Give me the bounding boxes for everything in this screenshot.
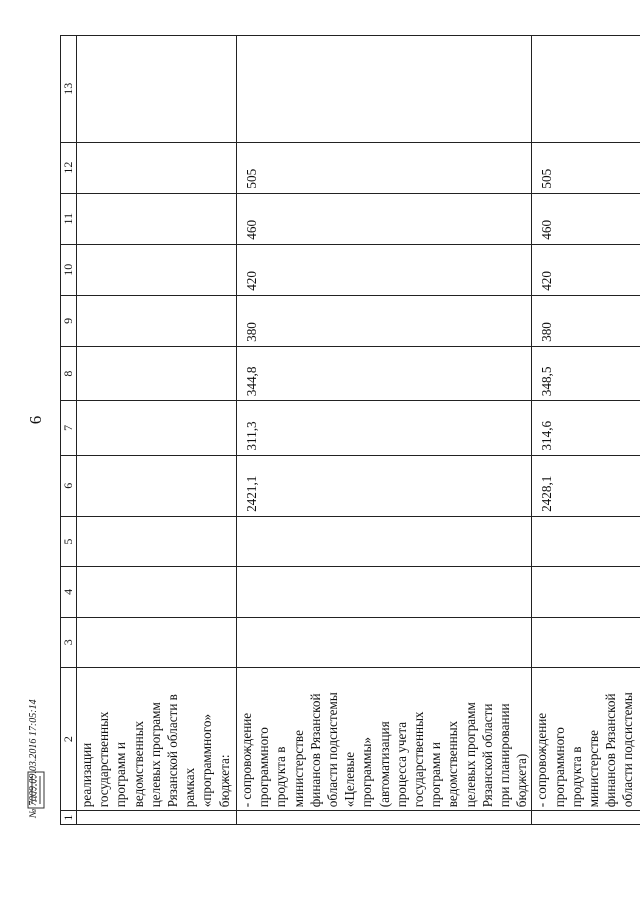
table-row [532,36,640,825]
cell-c9 [77,295,237,346]
cell-c13 [237,36,532,143]
data-table [60,35,640,825]
cell-c1 [532,811,640,825]
cell-c3 [77,617,237,667]
cell-description: - сопровождение программного продукта в министерстве финансов Рязанской области подсистемы [532,667,640,810]
cell-c3 [237,617,532,667]
col-header-5: 5 [61,516,77,566]
rotated-table-wrapper [60,35,640,825]
cell-c5 [77,516,237,566]
cell-c8: 344,8 [237,346,532,400]
stamp-icon [26,770,46,810]
cell-c8 [77,346,237,400]
col-header-6: 6 [61,455,77,516]
header-row [61,36,77,825]
cell-c13 [532,36,640,143]
cell-c7: 311,3 [237,401,532,455]
cell-description: реализации государственных программ и ведомственных целевых программ Рязанской области в рамках «программного» бюджета: [77,667,237,810]
cell-c12: 505 [237,142,532,193]
cell-c10 [77,244,237,295]
cell-c7 [77,401,237,455]
cell-c11 [77,193,237,244]
col-header-9: 9 [61,295,77,346]
cell-c4 [532,567,640,617]
cell-c11: 460 [237,193,532,244]
col-header-10: 10 [61,244,77,295]
cell-description: - сопровождение программного продукта в министерстве финансов Рязанской области подсистемы «Целевые программы» (автоматизация процесса учета государственных программ и ведомственных целевых программ Рязанской области при планировании бюджета) [237,667,532,810]
cell-c6 [77,455,237,516]
col-header-2: 2 [61,667,77,810]
cell-c1 [237,811,532,825]
cell-c6: 2421,1 [237,455,532,516]
col-header-7: 7 [61,401,77,455]
cell-c10: 420 [532,244,640,295]
cell-c4 [77,567,237,617]
cell-c7: 314,6 [532,401,640,455]
col-header-8: 8 [61,346,77,400]
cell-c8: 348,5 [532,346,640,400]
cell-c9: 380 [532,295,640,346]
cell-c6: 2428,1 [532,455,640,516]
registration-footer: № 7009 09.03.2016 17:05:14 [28,699,39,818]
col-header-12: 12 [61,142,77,193]
col-header-11: 11 [61,193,77,244]
page-number: 6 [26,415,45,425]
cell-c5 [237,516,532,566]
table-row [77,36,237,825]
cell-c3 [532,617,640,667]
cell-c11: 460 [532,193,640,244]
table-row [237,36,532,825]
cell-c12: 505 [532,142,640,193]
cell-c5 [532,516,640,566]
col-header-3: 3 [61,617,77,667]
cell-c9: 380 [237,295,532,346]
cell-c13 [77,36,237,143]
col-header-4: 4 [61,567,77,617]
cell-c12 [77,142,237,193]
cell-c10: 420 [237,244,532,295]
document-sheet [60,35,640,825]
col-header-1: 1 [61,811,77,825]
cell-c4 [237,567,532,617]
cell-c1 [77,811,237,825]
col-header-13: 13 [61,36,77,143]
